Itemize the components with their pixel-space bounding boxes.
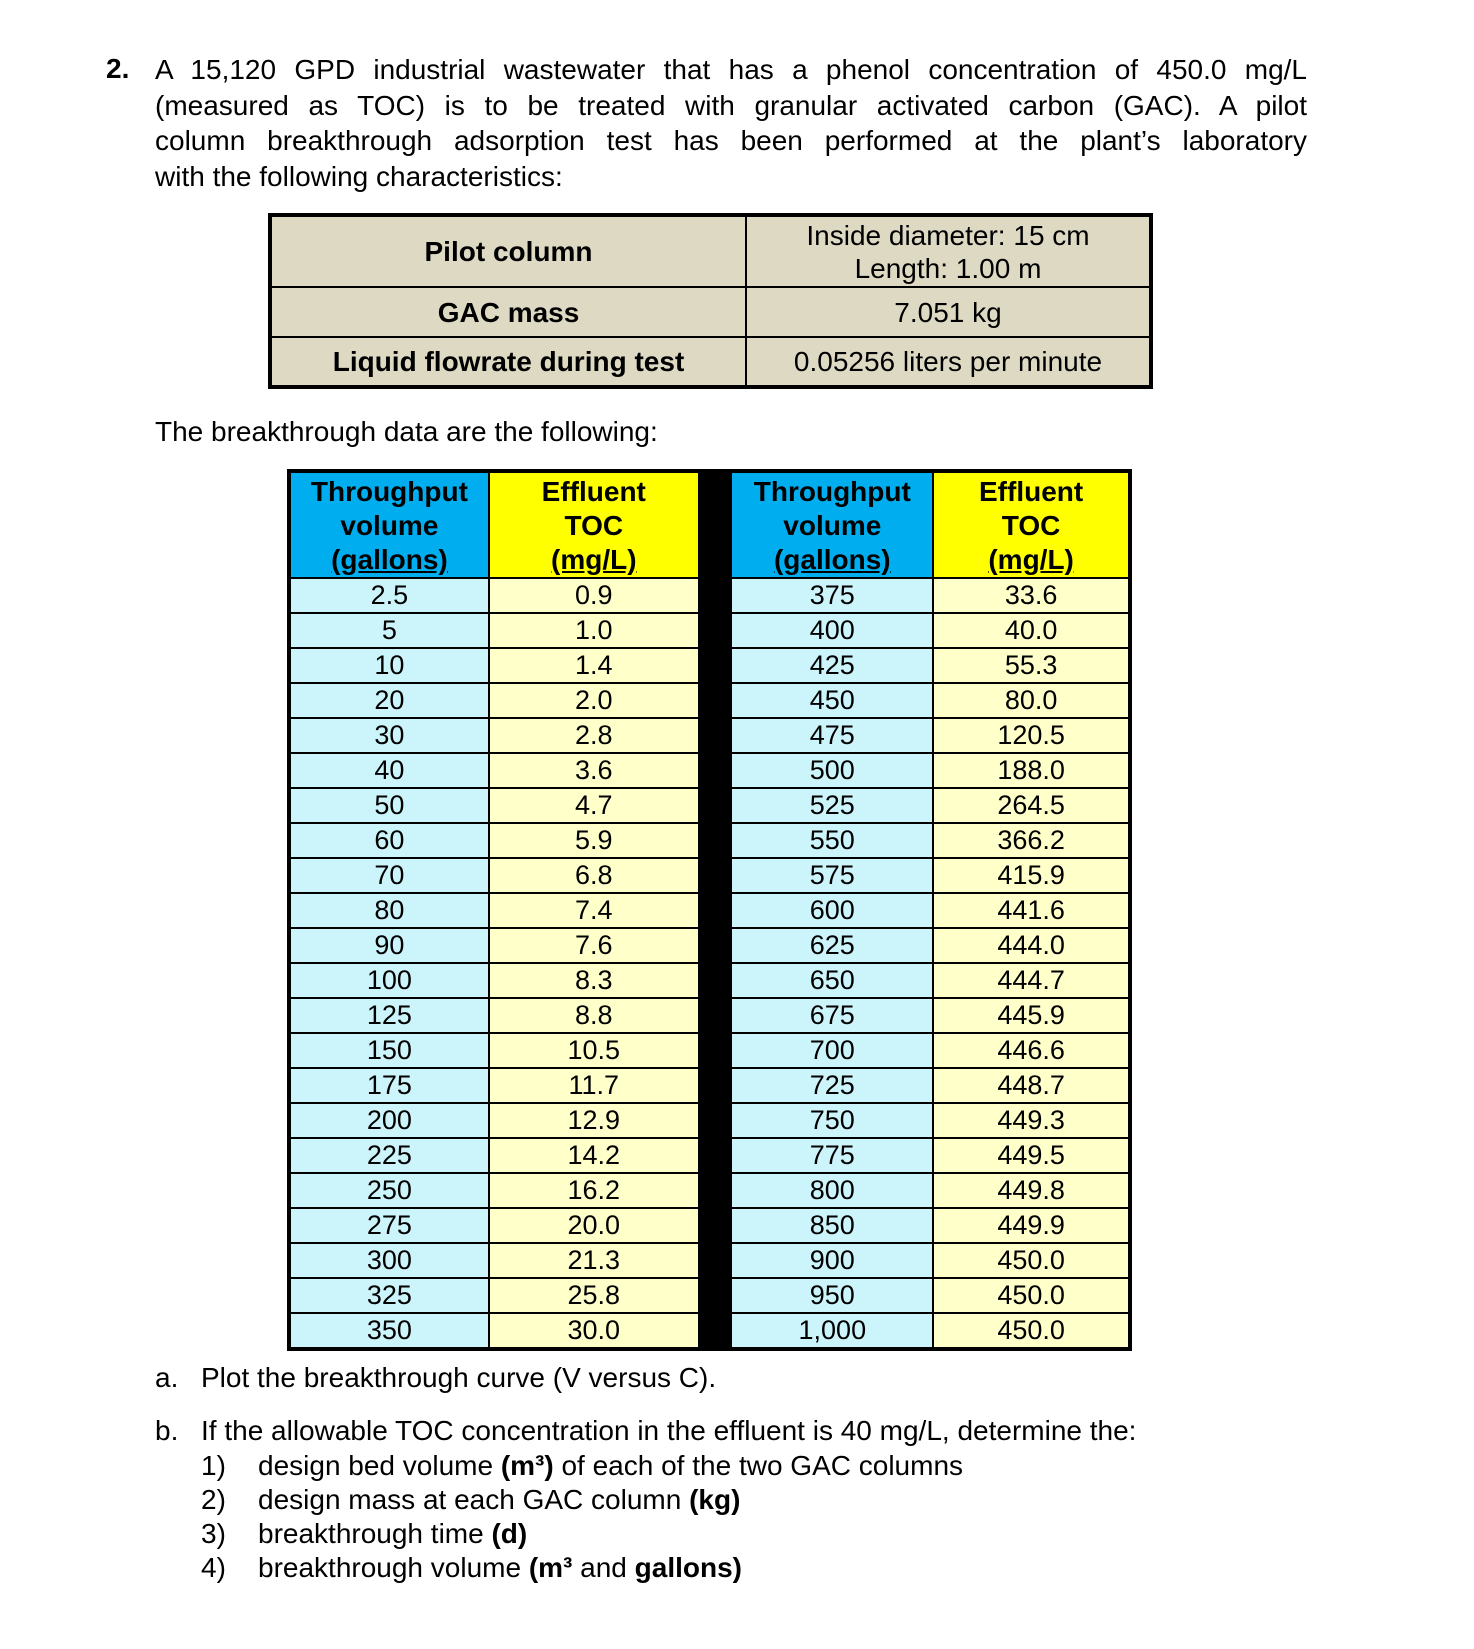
toc-cell: 120.5 [933, 718, 1130, 753]
toc-cell: 450.0 [933, 1243, 1130, 1278]
breakthrough-lead: The breakthrough data are the following: [155, 416, 658, 447]
gac-mass-value: 7.051 kg [746, 287, 1151, 337]
toc-cell: 55.3 [933, 648, 1130, 683]
toc-cell: 33.6 [933, 578, 1130, 613]
volume-cell: 950 [731, 1278, 933, 1313]
volume-cell: 200 [289, 1103, 489, 1138]
toc-cell: 188.0 [933, 753, 1130, 788]
toc-cell: 444.0 [933, 928, 1130, 963]
toc-cell: 12.9 [489, 1103, 699, 1138]
volume-cell: 900 [731, 1243, 933, 1278]
table-row [289, 1033, 1130, 1068]
part-b [155, 1415, 1136, 1447]
intro-line: (measured as TOC) is to be treated with granular activated carbon (GAC). A pilot [155, 89, 1307, 121]
toc-cell: 40.0 [933, 613, 1130, 648]
toc-cell: 1.4 [489, 648, 699, 683]
toc-cell: 446.6 [933, 1033, 1130, 1068]
intro-line: with the following characteristics: [155, 160, 563, 192]
separator-cell [699, 1208, 732, 1243]
toc-cell: 3.6 [489, 753, 699, 788]
toc-cell: 7.4 [489, 893, 699, 928]
separator-cell [699, 893, 732, 928]
toc-cell: 8.3 [489, 963, 699, 998]
volume-cell: 5 [289, 613, 489, 648]
volume-cell: 175 [289, 1068, 489, 1103]
separator-cell [699, 648, 732, 683]
separator-cell [699, 718, 732, 753]
part-label: a. [155, 1362, 179, 1393]
separator-cell [699, 613, 732, 648]
toc-cell: 444.7 [933, 963, 1130, 998]
header-row [289, 471, 1130, 578]
separator-cell [699, 1173, 732, 1208]
volume-header: Throughput volume (gallons) [289, 471, 489, 578]
toc-cell: 20.0 [489, 1208, 699, 1243]
toc-cell: 7.6 [489, 928, 699, 963]
separator-cell [699, 1033, 732, 1068]
toc-cell: 450.0 [933, 1278, 1130, 1313]
volume-cell: 225 [289, 1138, 489, 1173]
separator-cell [699, 998, 732, 1033]
volume-cell: 475 [731, 718, 933, 753]
volume-cell: 500 [731, 753, 933, 788]
table-row [289, 613, 1130, 648]
toc-cell: 1.0 [489, 613, 699, 648]
table-row [289, 928, 1130, 963]
volume-cell: 800 [731, 1173, 933, 1208]
separator-cell [699, 683, 732, 718]
table-row [289, 893, 1130, 928]
table-row [289, 1173, 1130, 1208]
length: Length: 1.00 m [854, 252, 1042, 284]
volume-cell: 625 [731, 928, 933, 963]
volume-cell: 100 [289, 963, 489, 998]
toc-cell: 8.8 [489, 998, 699, 1033]
question-intro [155, 52, 1307, 194]
toc-cell: 6.8 [489, 858, 699, 893]
toc-cell: 448.7 [933, 1068, 1130, 1103]
table-row [289, 1208, 1130, 1243]
table-row [289, 718, 1130, 753]
volume-cell: 30 [289, 718, 489, 753]
separator-cell [699, 823, 732, 858]
volume-cell: 20 [289, 683, 489, 718]
separator-cell [699, 858, 732, 893]
separator-cell [699, 1103, 732, 1138]
volume-cell: 575 [731, 858, 933, 893]
separator-cell [699, 1243, 732, 1278]
table-row [289, 1068, 1130, 1103]
toc-cell: 450.0 [933, 1313, 1130, 1349]
separator-cell [699, 1068, 732, 1103]
volume-cell: 700 [731, 1033, 933, 1068]
toc-cell: 21.3 [489, 1243, 699, 1278]
separator-cell [699, 788, 732, 823]
part-label: b. [155, 1415, 179, 1446]
table-row [289, 578, 1130, 613]
separator-cell [699, 1278, 732, 1313]
intro-line: column breakthrough adsorption test has been performed at the plant’s laboratory [155, 125, 1307, 156]
toc-cell: 366.2 [933, 823, 1130, 858]
table-row [289, 1243, 1130, 1278]
table-row [289, 683, 1130, 718]
table-row [270, 215, 1151, 287]
toc-cell: 30.0 [489, 1313, 699, 1349]
volume-cell: 80 [289, 893, 489, 928]
volume-cell: 1,000 [731, 1313, 933, 1349]
volume-cell: 375 [731, 578, 933, 613]
toc-cell: 80.0 [933, 683, 1130, 718]
part-b-item: 2) design mass at each GAC column (kg) [201, 1484, 741, 1515]
volume-header: Throughput volume (gallons) [731, 471, 933, 578]
toc-cell: 449.9 [933, 1208, 1130, 1243]
volume-cell: 425 [731, 648, 933, 683]
pilot-column-table [268, 213, 1153, 389]
toc-cell: 415.9 [933, 858, 1130, 893]
volume-cell: 325 [289, 1278, 489, 1313]
question-number: 2. [106, 53, 130, 84]
table-row [289, 1103, 1130, 1138]
table-row [289, 998, 1130, 1033]
volume-cell: 2.5 [289, 578, 489, 613]
table-row [289, 648, 1130, 683]
breakthrough-table [287, 469, 1132, 1351]
table-row [270, 337, 1151, 387]
volume-cell: 250 [289, 1173, 489, 1208]
table-row [289, 788, 1130, 823]
inside-diameter: Inside diameter: 15 cm [806, 219, 1090, 251]
table-row [270, 287, 1151, 337]
pilot-column-value [746, 215, 1151, 287]
toc-cell: 449.8 [933, 1173, 1130, 1208]
part-b-item: 4) breakthrough volume (m³ and gallons) [201, 1552, 742, 1583]
volume-cell: 275 [289, 1208, 489, 1243]
volume-cell: 150 [289, 1033, 489, 1068]
toc-cell: 5.9 [489, 823, 699, 858]
volume-cell: 350 [289, 1313, 489, 1349]
separator-cell [699, 753, 732, 788]
table-row [289, 1138, 1130, 1173]
separator-cell [699, 928, 732, 963]
toc-cell: 11.7 [489, 1068, 699, 1103]
toc-header: Effluent TOC (mg/L) [489, 471, 699, 578]
volume-cell: 725 [731, 1068, 933, 1103]
toc-cell: 449.3 [933, 1103, 1130, 1138]
toc-cell: 441.6 [933, 893, 1130, 928]
toc-cell: 264.5 [933, 788, 1130, 823]
toc-cell: 25.8 [489, 1278, 699, 1313]
flowrate-value: 0.05256 liters per minute [746, 337, 1151, 387]
toc-cell: 445.9 [933, 998, 1130, 1033]
toc-cell: 16.2 [489, 1173, 699, 1208]
toc-cell: 14.2 [489, 1138, 699, 1173]
breakthrough-body [289, 578, 1130, 1349]
table-row [289, 1313, 1130, 1349]
volume-cell: 40 [289, 753, 489, 788]
volume-cell: 10 [289, 648, 489, 683]
separator-cell [699, 578, 732, 613]
pilot-column-label: Pilot column [270, 215, 746, 287]
separator-cell [699, 1138, 732, 1173]
volume-cell: 750 [731, 1103, 933, 1138]
volume-cell: 650 [731, 963, 933, 998]
volume-cell: 70 [289, 858, 489, 893]
intro-line: A 15,120 GPD industrial wastewater that has a phenol concentration of 450.0 mg/L [155, 54, 1307, 85]
volume-cell: 775 [731, 1138, 933, 1173]
volume-cell: 90 [289, 928, 489, 963]
volume-cell: 60 [289, 823, 489, 858]
volume-cell: 600 [731, 893, 933, 928]
toc-cell: 449.5 [933, 1138, 1130, 1173]
volume-cell: 550 [731, 823, 933, 858]
table-row [289, 858, 1130, 893]
table-row [289, 753, 1130, 788]
part-b-text: If the allowable TOC concentration in the effluent is 40 mg/L, determine the: [201, 1415, 1137, 1446]
table-row [289, 1278, 1130, 1313]
volume-cell: 450 [731, 683, 933, 718]
volume-cell: 525 [731, 788, 933, 823]
toc-cell: 4.7 [489, 788, 699, 823]
separator-cell [699, 963, 732, 998]
part-b-item: 3) breakthrough time (d) [201, 1518, 528, 1549]
separator-cell [699, 1313, 732, 1349]
table-row [289, 963, 1130, 998]
flowrate-label: Liquid flowrate during test [270, 337, 746, 387]
volume-cell: 125 [289, 998, 489, 1033]
toc-cell: 0.9 [489, 578, 699, 613]
toc-cell: 2.8 [489, 718, 699, 753]
separator-column [699, 471, 732, 578]
volume-cell: 675 [731, 998, 933, 1033]
table-row [289, 823, 1130, 858]
part-b-item: 1) design bed volume (m³) of each of the two GAC columns [201, 1450, 964, 1481]
toc-cell: 2.0 [489, 683, 699, 718]
volume-cell: 850 [731, 1208, 933, 1243]
part-a [155, 1362, 716, 1394]
toc-cell: 10.5 [489, 1033, 699, 1068]
part-a-text: Plot the breakthrough curve (V versus C). [201, 1362, 717, 1393]
volume-cell: 400 [731, 613, 933, 648]
gac-mass-label: GAC mass [270, 287, 746, 337]
toc-header: Effluent TOC (mg/L) [933, 471, 1130, 578]
volume-cell: 50 [289, 788, 489, 823]
volume-cell: 300 [289, 1243, 489, 1278]
